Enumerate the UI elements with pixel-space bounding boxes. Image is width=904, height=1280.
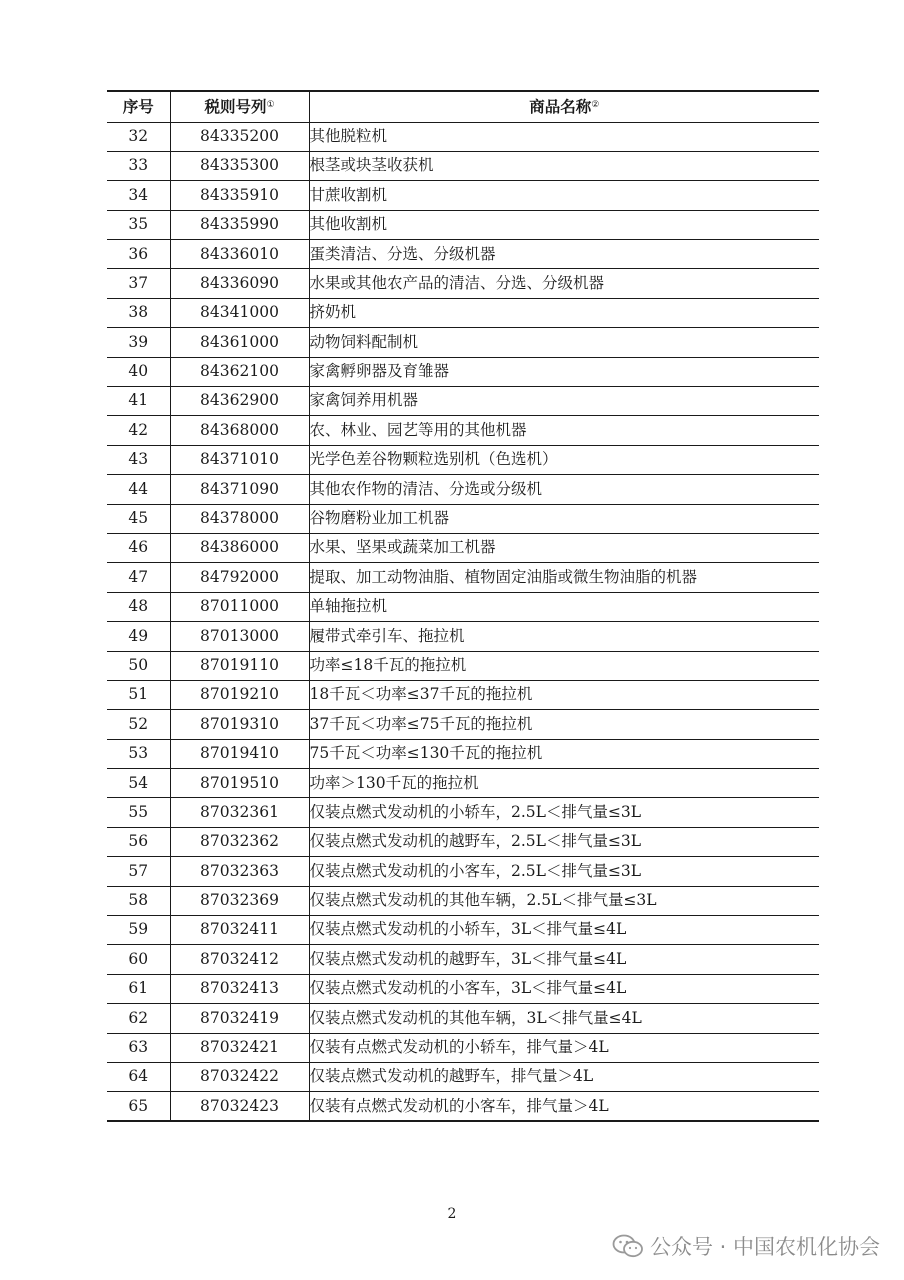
row-product-name: 履带式牵引车、拖拉机 (309, 622, 819, 651)
table-row (107, 974, 819, 1003)
table-row (107, 122, 819, 151)
row-seq: 53 (107, 739, 170, 768)
row-tariff-code: 87032422 (170, 1063, 309, 1092)
row-seq: 43 (107, 445, 170, 474)
wechat-icon (612, 1233, 644, 1259)
row-seq: 63 (107, 1033, 170, 1062)
row-tariff-code: 87032413 (170, 974, 309, 1003)
table-row (107, 945, 819, 974)
row-seq: 47 (107, 563, 170, 592)
row-seq: 33 (107, 151, 170, 180)
row-product-name: 仅装点燃式发动机的小轿车，3L＜排气量≤4L (309, 916, 819, 945)
row-seq: 54 (107, 769, 170, 798)
table-row (107, 445, 819, 474)
row-seq: 36 (107, 240, 170, 269)
row-product-name: 水果、坚果或蔬菜加工机器 (309, 533, 819, 562)
table-row (107, 387, 819, 416)
table-row (107, 151, 819, 180)
row-tariff-code: 87019410 (170, 739, 309, 768)
table-row (107, 886, 819, 915)
row-seq: 61 (107, 974, 170, 1003)
row-product-name: 水果或其他农产品的清洁、分选、分级机器 (309, 269, 819, 298)
row-tariff-code: 84378000 (170, 504, 309, 533)
row-product-name: 家禽孵卵器及育雏器 (309, 357, 819, 386)
row-product-name: 光学色差谷物颗粒选别机（色选机） (309, 445, 819, 474)
row-tariff-code: 84362100 (170, 357, 309, 386)
row-tariff-code: 84361000 (170, 328, 309, 357)
row-tariff-code: 87032412 (170, 945, 309, 974)
row-tariff-code: 87032421 (170, 1033, 309, 1062)
row-product-name: 根茎或块茎收获机 (309, 151, 819, 180)
row-seq: 64 (107, 1063, 170, 1092)
row-product-name: 甘蔗收割机 (309, 181, 819, 210)
row-tariff-code: 84335990 (170, 210, 309, 239)
row-seq: 32 (107, 122, 170, 151)
watermark (612, 1230, 880, 1262)
table-row (107, 798, 819, 827)
table-row (107, 533, 819, 562)
table-row (107, 592, 819, 621)
table-row (107, 328, 819, 357)
table-row (107, 210, 819, 239)
row-seq: 46 (107, 533, 170, 562)
header-name: 商品名称② (309, 91, 819, 122)
table-row (107, 680, 819, 709)
row-tariff-code: 84335300 (170, 151, 309, 180)
row-tariff-code: 87032362 (170, 827, 309, 856)
row-seq: 44 (107, 475, 170, 504)
tariff-table (107, 90, 819, 1122)
row-seq: 65 (107, 1092, 170, 1121)
row-seq: 42 (107, 416, 170, 445)
row-product-name: 仅装点燃式发动机的越野车，3L＜排气量≤4L (309, 945, 819, 974)
row-tariff-code: 84371010 (170, 445, 309, 474)
header-name-note: ② (591, 100, 600, 110)
row-seq: 59 (107, 916, 170, 945)
row-seq: 39 (107, 328, 170, 357)
row-product-name: 其他农作物的清洁、分选或分级机 (309, 475, 819, 504)
table-row (107, 857, 819, 886)
table-row (107, 1092, 819, 1121)
row-tariff-code: 84386000 (170, 533, 309, 562)
table-row (107, 739, 819, 768)
row-product-name: 仅装点燃式发动机的越野车，排气量＞4L (309, 1063, 819, 1092)
row-product-name: 蛋类清洁、分选、分级机器 (309, 240, 819, 269)
row-seq: 40 (107, 357, 170, 386)
row-product-name: 动物饲料配制机 (309, 328, 819, 357)
row-product-name: 农、林业、园艺等用的其他机器 (309, 416, 819, 445)
row-tariff-code: 84335200 (170, 122, 309, 151)
row-product-name: 仅装点燃式发动机的其他车辆，2.5L＜排气量≤3L (309, 886, 819, 915)
row-product-name: 仅装点燃式发动机的小轿车，2.5L＜排气量≤3L (309, 798, 819, 827)
row-seq: 52 (107, 710, 170, 739)
row-tariff-code: 87019310 (170, 710, 309, 739)
table-row (107, 298, 819, 327)
table-row (107, 357, 819, 386)
table-row (107, 651, 819, 680)
row-tariff-code: 84362900 (170, 387, 309, 416)
row-tariff-code: 87032361 (170, 798, 309, 827)
header-seq: 序号 (107, 91, 170, 122)
row-seq: 45 (107, 504, 170, 533)
row-tariff-code: 87032423 (170, 1092, 309, 1121)
row-seq: 37 (107, 269, 170, 298)
table-row (107, 504, 819, 533)
row-tariff-code: 87032369 (170, 886, 309, 915)
page-number: 2 (447, 1206, 457, 1222)
row-tariff-code: 87011000 (170, 592, 309, 621)
row-tariff-code: 84371090 (170, 475, 309, 504)
row-seq: 58 (107, 886, 170, 915)
table-row (107, 475, 819, 504)
row-seq: 60 (107, 945, 170, 974)
table-row (107, 622, 819, 651)
row-product-name: 仅装有点燃式发动机的小客车，排气量＞4L (309, 1092, 819, 1121)
row-tariff-code: 84335910 (170, 181, 309, 210)
row-seq: 57 (107, 857, 170, 886)
row-product-name: 仅装点燃式发动机的小客车，2.5L＜排气量≤3L (309, 857, 819, 886)
row-seq: 50 (107, 651, 170, 680)
table-row (107, 710, 819, 739)
row-tariff-code: 84368000 (170, 416, 309, 445)
row-product-name: 37千瓦＜功率≤75千瓦的拖拉机 (309, 710, 819, 739)
row-seq: 49 (107, 622, 170, 651)
row-product-name: 仅装有点燃式发动机的小轿车，排气量＞4L (309, 1033, 819, 1062)
table-row (107, 416, 819, 445)
row-product-name: 其他收割机 (309, 210, 819, 239)
row-tariff-code: 87019110 (170, 651, 309, 680)
row-product-name: 功率≤18千瓦的拖拉机 (309, 651, 819, 680)
table-row (107, 240, 819, 269)
table-row (107, 769, 819, 798)
table-row (107, 563, 819, 592)
row-seq: 48 (107, 592, 170, 621)
row-tariff-code: 87013000 (170, 622, 309, 651)
table-row (107, 827, 819, 856)
row-seq: 62 (107, 1004, 170, 1033)
row-product-name: 仅装点燃式发动机的小客车，3L＜排气量≤4L (309, 974, 819, 1003)
row-product-name: 家禽饲养用机器 (309, 387, 819, 416)
table-row (107, 916, 819, 945)
row-product-name: 18千瓦＜功率≤37千瓦的拖拉机 (309, 680, 819, 709)
row-tariff-code: 84336010 (170, 240, 309, 269)
row-product-name: 仅装点燃式发动机的越野车，2.5L＜排气量≤3L (309, 827, 819, 856)
row-tariff-code: 87019210 (170, 680, 309, 709)
row-tariff-code: 87032419 (170, 1004, 309, 1033)
row-tariff-code: 84341000 (170, 298, 309, 327)
row-tariff-code: 84336090 (170, 269, 309, 298)
row-product-name: 功率＞130千瓦的拖拉机 (309, 769, 819, 798)
row-product-name: 仅装点燃式发动机的其他车辆，3L＜排气量≤4L (309, 1004, 819, 1033)
table-row (107, 1033, 819, 1062)
row-tariff-code: 87032363 (170, 857, 309, 886)
header-code: 税则号列① (170, 91, 309, 122)
row-tariff-code: 87019510 (170, 769, 309, 798)
table-row (107, 1063, 819, 1092)
row-product-name: 挤奶机 (309, 298, 819, 327)
row-seq: 55 (107, 798, 170, 827)
table-row (107, 1004, 819, 1033)
row-tariff-code: 84792000 (170, 563, 309, 592)
table-row (107, 269, 819, 298)
row-product-name: 提取、加工动物油脂、植物固定油脂或微生物油脂的机器 (309, 563, 819, 592)
header-code-note: ① (266, 100, 275, 110)
row-seq: 34 (107, 181, 170, 210)
row-seq: 41 (107, 387, 170, 416)
row-seq: 51 (107, 680, 170, 709)
row-seq: 35 (107, 210, 170, 239)
row-seq: 56 (107, 827, 170, 856)
watermark-text: 公众号 · 中国农机化协会 (649, 1235, 880, 1259)
row-product-name: 其他脱粒机 (309, 122, 819, 151)
table-row (107, 181, 819, 210)
table-header-row (107, 91, 819, 122)
row-product-name: 谷物磨粉业加工机器 (309, 504, 819, 533)
row-product-name: 75千瓦＜功率≤130千瓦的拖拉机 (309, 739, 819, 768)
row-tariff-code: 87032411 (170, 916, 309, 945)
row-product-name: 单轴拖拉机 (309, 592, 819, 621)
row-seq: 38 (107, 298, 170, 327)
